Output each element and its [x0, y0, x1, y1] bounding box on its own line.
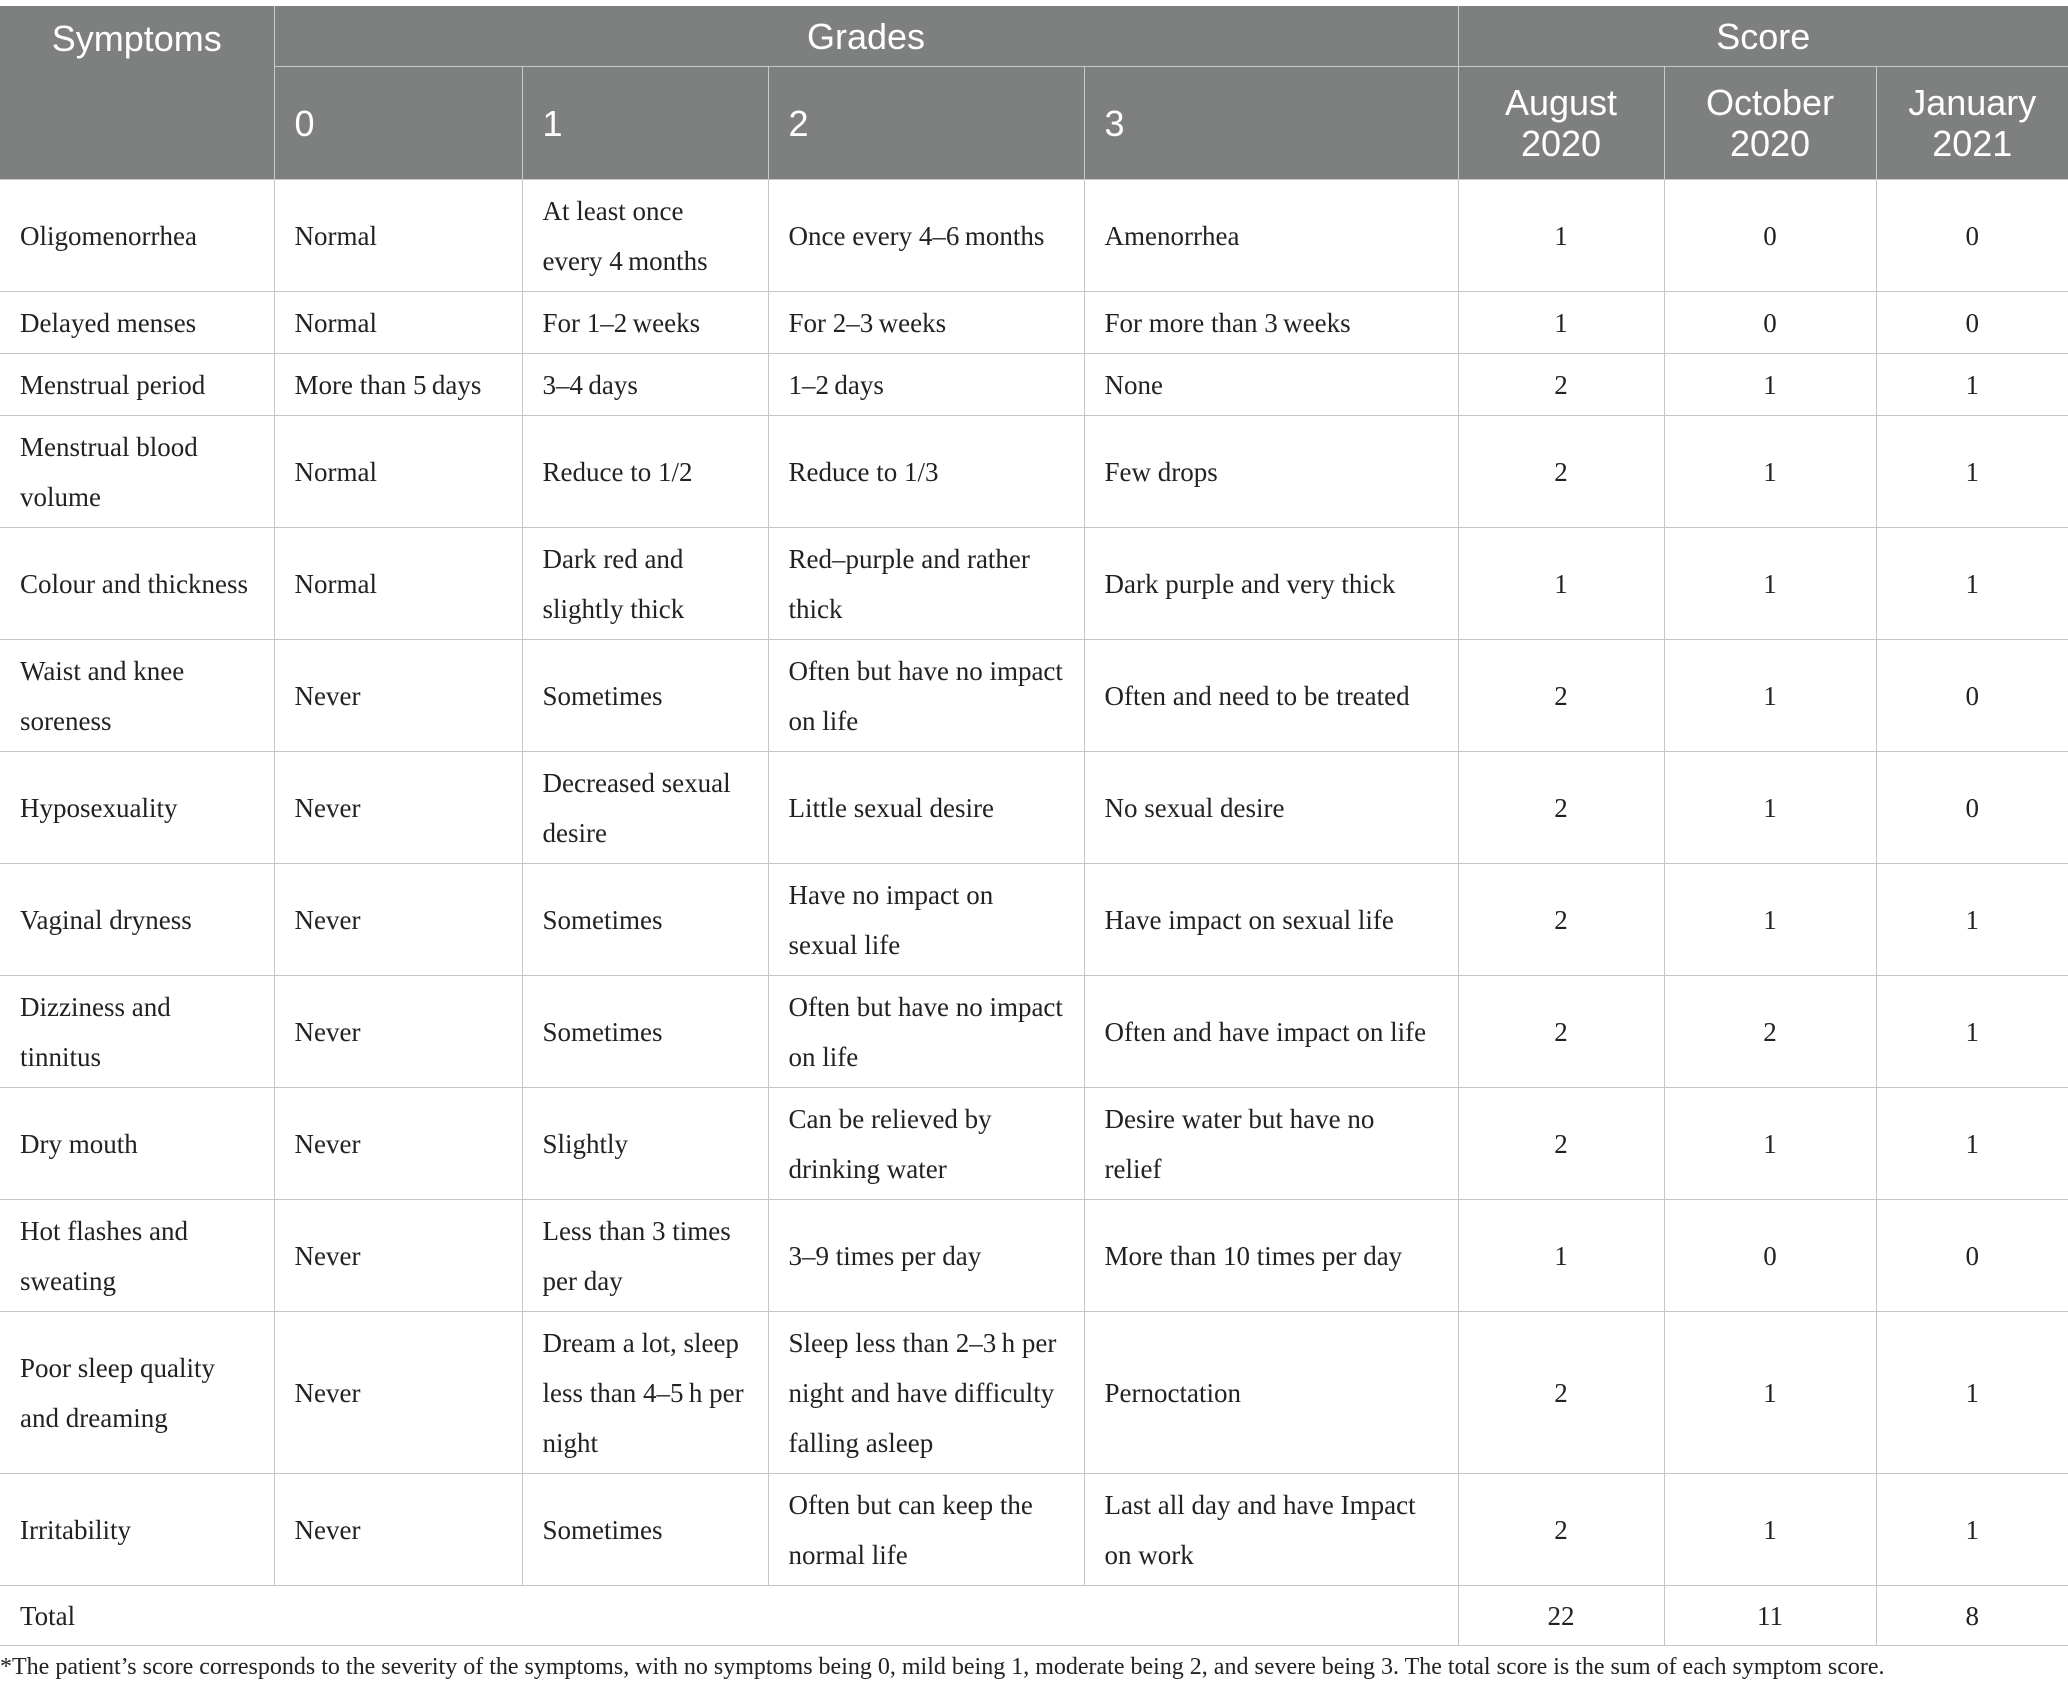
score-aug-2020-cell: 1 [1458, 292, 1664, 354]
grade-1-cell: 3–4 days [522, 354, 768, 416]
score-jan-2021-cell: 1 [1876, 416, 2068, 528]
score-oct-2020-cell: 1 [1664, 416, 1876, 528]
symptom-cell: Menstrual blood volume [0, 416, 274, 528]
header-grades: Grades [274, 6, 1458, 67]
grade-0-cell: Never [274, 1088, 522, 1200]
score-jan-2021-cell: 0 [1876, 1200, 2068, 1312]
total-label: Total [0, 1586, 1458, 1646]
grade-1-cell: Less than 3 times per day [522, 1200, 768, 1312]
grade-3-cell: Pernoctation [1084, 1312, 1458, 1474]
table-row [0, 180, 2068, 292]
grade-1-cell: Slightly [522, 1088, 768, 1200]
grade-2-cell: Often but have no impact on life [768, 640, 1084, 752]
score-jan-2021-cell: 1 [1876, 1088, 2068, 1200]
header-grade-3: 3 [1084, 67, 1458, 180]
score-oct-2020-cell: 1 [1664, 354, 1876, 416]
symptom-cell: Vaginal dryness [0, 864, 274, 976]
score-jan-2021-cell: 1 [1876, 864, 2068, 976]
grade-3-cell: No sexual desire [1084, 752, 1458, 864]
grade-1-cell: At least once every 4 months [522, 180, 768, 292]
table-row [0, 416, 2068, 528]
table-footnote: *The patient’s score corresponds to the severity of the symptoms, with no symptoms being 0, mild being 1, moderate being 2, and severe being 3. The total score is the sum of each symptom score. [0, 1654, 1885, 1680]
grade-2-cell: Can be relieved by drinking water [768, 1088, 1084, 1200]
grade-0-cell: Never [274, 752, 522, 864]
score-aug-2020-cell: 2 [1458, 976, 1664, 1088]
grade-0-cell: Never [274, 1200, 522, 1312]
grade-0-cell: Never [274, 1474, 522, 1586]
grade-2-cell: Little sexual desire [768, 752, 1084, 864]
score-jan-2021-cell: 1 [1876, 1474, 2068, 1586]
total-oct-2020: 11 [1664, 1586, 1876, 1646]
score-aug-2020-cell: 1 [1458, 180, 1664, 292]
symptom-score-table [0, 6, 2068, 1646]
table-row [0, 1200, 2068, 1312]
score-oct-2020-cell: 0 [1664, 180, 1876, 292]
score-oct-2020-cell: 1 [1664, 1088, 1876, 1200]
grade-1-cell: For 1–2 weeks [522, 292, 768, 354]
table-row [0, 864, 2068, 976]
grade-3-cell: More than 10 times per day [1084, 1200, 1458, 1312]
score-aug-2020-cell: 2 [1458, 640, 1664, 752]
header-score: Score [1458, 6, 2068, 67]
grade-1-cell: Reduce to 1/2 [522, 416, 768, 528]
score-date-month: January [1908, 82, 2037, 123]
score-date-year: 2021 [1932, 123, 2013, 164]
score-oct-2020-cell: 1 [1664, 864, 1876, 976]
grade-0-cell: Normal [274, 180, 522, 292]
grade-0-cell: Never [274, 976, 522, 1088]
score-oct-2020-cell: 1 [1664, 1312, 1876, 1474]
score-jan-2021-cell: 1 [1876, 1312, 2068, 1474]
score-jan-2021-cell: 0 [1876, 292, 2068, 354]
grade-2-cell: Have no impact on sexual life [768, 864, 1084, 976]
score-jan-2021-cell: 1 [1876, 976, 2068, 1088]
total-row [0, 1586, 2068, 1646]
grade-1-cell: Dark red and slightly thick [522, 528, 768, 640]
score-oct-2020-cell: 0 [1664, 1200, 1876, 1312]
symptom-cell: Poor sleep quality and dreaming [0, 1312, 274, 1474]
score-aug-2020-cell: 1 [1458, 1200, 1664, 1312]
table-row [0, 1312, 2068, 1474]
score-aug-2020-cell: 2 [1458, 1088, 1664, 1200]
grade-3-cell: Often and have impact on life [1084, 976, 1458, 1088]
symptom-cell: Oligomenorrhea [0, 180, 274, 292]
score-jan-2021-cell: 1 [1876, 354, 2068, 416]
grade-1-cell: Dream a lot, sleep less than 4–5 h per night [522, 1312, 768, 1474]
score-jan-2021-cell: 0 [1876, 180, 2068, 292]
grade-1-cell: Sometimes [522, 1474, 768, 1586]
grade-2-cell: Often but can keep the normal life [768, 1474, 1084, 1586]
grade-0-cell: Never [274, 1312, 522, 1474]
table-row [0, 1474, 2068, 1586]
grade-2-cell: Red–purple and rather thick [768, 528, 1084, 640]
header-score-date-2 [1664, 67, 1876, 180]
score-oct-2020-cell: 0 [1664, 292, 1876, 354]
grade-3-cell: Desire water but have no relief [1084, 1088, 1458, 1200]
grade-2-cell: Reduce to 1/3 [768, 416, 1084, 528]
score-aug-2020-cell: 2 [1458, 1312, 1664, 1474]
score-aug-2020-cell: 2 [1458, 864, 1664, 976]
grade-2-cell: 1–2 days [768, 354, 1084, 416]
header-symptoms: Symptoms [0, 6, 274, 180]
grade-0-cell: Normal [274, 292, 522, 354]
table-row [0, 1088, 2068, 1200]
grade-2-cell: Often but have no impact on life [768, 976, 1084, 1088]
table-row [0, 292, 2068, 354]
total-aug-2020: 22 [1458, 1586, 1664, 1646]
grade-3-cell: For more than 3 weeks [1084, 292, 1458, 354]
table-row [0, 752, 2068, 864]
grade-3-cell: Few drops [1084, 416, 1458, 528]
symptom-cell: Dry mouth [0, 1088, 274, 1200]
score-aug-2020-cell: 2 [1458, 1474, 1664, 1586]
symptom-cell: Colour and thickness [0, 528, 274, 640]
score-oct-2020-cell: 1 [1664, 1474, 1876, 1586]
grade-3-cell: Last all day and have Impact on work [1084, 1474, 1458, 1586]
symptom-cell: Irritability [0, 1474, 274, 1586]
score-oct-2020-cell: 1 [1664, 752, 1876, 864]
score-jan-2021-cell: 0 [1876, 640, 2068, 752]
score-aug-2020-cell: 2 [1458, 416, 1664, 528]
grade-1-cell: Sometimes [522, 976, 768, 1088]
score-oct-2020-cell: 2 [1664, 976, 1876, 1088]
symptom-cell: Menstrual period [0, 354, 274, 416]
grade-1-cell: Sometimes [522, 640, 768, 752]
score-aug-2020-cell: 1 [1458, 528, 1664, 640]
header-grade-2: 2 [768, 67, 1084, 180]
grade-2-cell: Sleep less than 2–3 h per night and have difficulty falling asleep [768, 1312, 1084, 1474]
header-score-date-3 [1876, 67, 2068, 180]
grade-2-cell: 3–9 times per day [768, 1200, 1084, 1312]
score-oct-2020-cell: 1 [1664, 640, 1876, 752]
grade-0-cell: Never [274, 640, 522, 752]
grade-0-cell: Normal [274, 416, 522, 528]
score-jan-2021-cell: 1 [1876, 528, 2068, 640]
score-date-month: October [1705, 82, 1835, 123]
grade-1-cell: Sometimes [522, 864, 768, 976]
grade-3-cell: Amenorrhea [1084, 180, 1458, 292]
grade-2-cell: For 2–3 weeks [768, 292, 1084, 354]
symptom-cell: Hot flashes and sweating [0, 1200, 274, 1312]
total-jan-2021: 8 [1876, 1586, 2068, 1646]
header-grade-0: 0 [274, 67, 522, 180]
grade-3-cell: Often and need to be treated [1084, 640, 1458, 752]
symptom-cell: Delayed menses [0, 292, 274, 354]
score-date-year: 2020 [1729, 123, 1811, 164]
table-row [0, 640, 2068, 752]
header-score-date-1 [1458, 67, 1664, 180]
score-aug-2020-cell: 2 [1458, 354, 1664, 416]
symptom-cell: Waist and knee soreness [0, 640, 274, 752]
table-row [0, 976, 2068, 1088]
score-oct-2020-cell: 1 [1664, 528, 1876, 640]
grade-3-cell: Dark purple and very thick [1084, 528, 1458, 640]
grade-0-cell: Normal [274, 528, 522, 640]
grade-3-cell: Have impact on sexual life [1084, 864, 1458, 976]
grade-1-cell: Decreased sexual desire [522, 752, 768, 864]
score-date-month: August [1504, 82, 1618, 123]
grade-0-cell: More than 5 days [274, 354, 522, 416]
score-date-year: 2020 [1520, 123, 1602, 164]
table-row [0, 354, 2068, 416]
table-row [0, 528, 2068, 640]
header-grade-1: 1 [522, 67, 768, 180]
symptom-cell: Dizziness and tinnitus [0, 976, 274, 1088]
symptom-cell: Hyposexuality [0, 752, 274, 864]
score-jan-2021-cell: 0 [1876, 752, 2068, 864]
grade-0-cell: Never [274, 864, 522, 976]
score-aug-2020-cell: 2 [1458, 752, 1664, 864]
grade-3-cell: None [1084, 354, 1458, 416]
grade-2-cell: Once every 4–6 months [768, 180, 1084, 292]
